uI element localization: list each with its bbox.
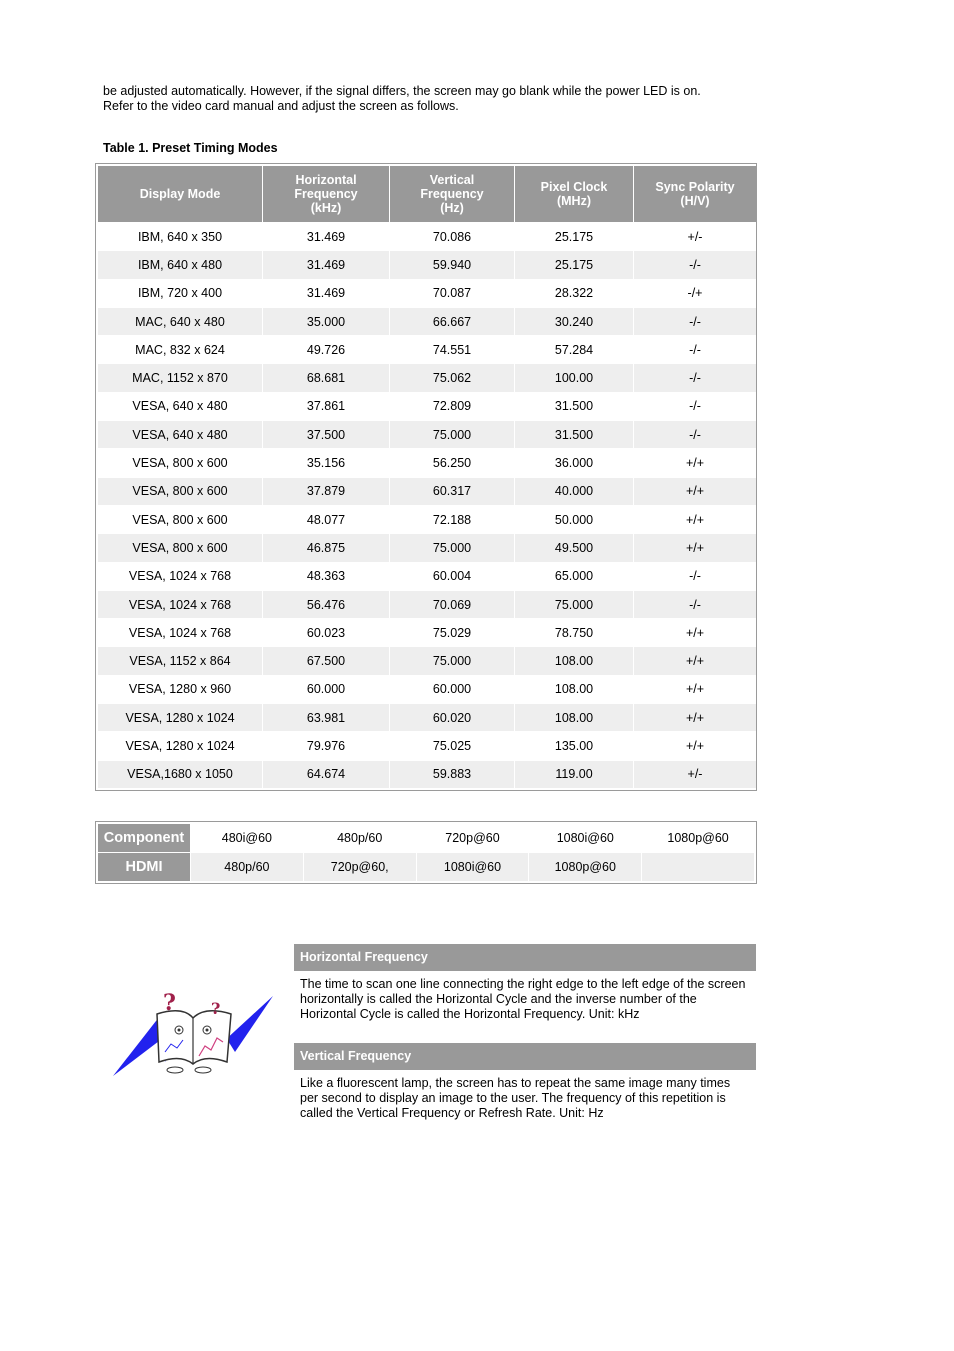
table-row (98, 534, 756, 561)
horizontal-frequency-definition (294, 944, 756, 1021)
intro-line-2: Refer to the video card manual and adjust the screen as follows. (103, 99, 459, 113)
table-cell: 60.000 (390, 676, 514, 703)
vertical-frequency-heading: Vertical Frequency (294, 1043, 756, 1070)
table-cell: 72.809 (390, 393, 514, 420)
table-cell: 37.879 (263, 478, 389, 505)
intro-line-1: be adjusted automatically. However, if the signal differs, the screen may go blank while the power LED is on. (103, 84, 701, 98)
timing-table-frame (95, 163, 757, 791)
table-cell: 36.000 (515, 449, 633, 476)
table-cell: 31.469 (263, 223, 389, 250)
signal-cell: 480p/60 (191, 853, 303, 881)
table-cell: 60.317 (390, 478, 514, 505)
signal-cell: 480i@60 (191, 824, 303, 852)
table-cell: 74.551 (390, 336, 514, 363)
table-cell: 75.062 (390, 364, 514, 391)
table-cell: 108.00 (515, 704, 633, 731)
component-label: Component (98, 824, 190, 852)
preset-timing-table (97, 165, 757, 789)
column-header-line: Pixel Clock (540, 180, 608, 194)
signal-support-table (97, 823, 755, 882)
table-cell: 67.500 (263, 647, 389, 674)
table-cell: 49.726 (263, 336, 389, 363)
table-cell: VESA, 1024 x 768 (98, 563, 262, 590)
table-cell: VESA, 800 x 600 (98, 478, 262, 505)
table-cell: 25.175 (515, 251, 633, 278)
column-header-line: Display Mode (139, 187, 221, 201)
column-header (515, 166, 633, 222)
table-cell: -/- (634, 251, 756, 278)
table-cell: +/+ (634, 676, 756, 703)
table-cell: 46.875 (263, 534, 389, 561)
table-row (98, 280, 756, 307)
table-cell: 59.883 (390, 761, 514, 788)
table-body (98, 223, 756, 788)
signal-cell: 1080p@60 (642, 824, 754, 852)
table-cell: +/+ (634, 647, 756, 674)
column-header-line: Horizontal (295, 173, 357, 187)
table-cell: +/+ (634, 619, 756, 646)
table-cell: -/+ (634, 280, 756, 307)
table-cell: +/- (634, 223, 756, 250)
table-cell: VESA, 800 x 600 (98, 534, 262, 561)
table-cell: 59.940 (390, 251, 514, 278)
table-row (98, 251, 756, 278)
vertical-frequency-definition (294, 1043, 756, 1120)
svg-text:?: ? (211, 999, 221, 1018)
table-cell: 60.020 (390, 704, 514, 731)
table-row (98, 619, 756, 646)
table-cell: 56.476 (263, 591, 389, 618)
table-cell: IBM, 640 x 480 (98, 251, 262, 278)
table-cell: 100.00 (515, 364, 633, 391)
table-cell: 75.029 (390, 619, 514, 646)
table-row (98, 223, 756, 250)
table-cell: 75.000 (390, 534, 514, 561)
table-cell: VESA, 800 x 600 (98, 449, 262, 476)
table-cell: 31.500 (515, 421, 633, 448)
table-cell: VESA, 1280 x 1024 (98, 732, 262, 759)
table-cell: +/+ (634, 478, 756, 505)
table-cell: 30.240 (515, 308, 633, 335)
table-cell: 49.500 (515, 534, 633, 561)
table-cell: +/+ (634, 449, 756, 476)
signal-cell (642, 853, 754, 881)
table-cell: 75.000 (390, 421, 514, 448)
table-cell: 37.861 (263, 393, 389, 420)
column-header-line: Frequency (420, 187, 484, 201)
table-row (98, 308, 756, 335)
table-cell: MAC, 1152 x 870 (98, 364, 262, 391)
table-cell: 135.00 (515, 732, 633, 759)
table-cell: -/- (634, 421, 756, 448)
column-header-line: (MHz) (556, 194, 591, 208)
table-cell: 50.000 (515, 506, 633, 533)
table-cell: VESA, 640 x 480 (98, 421, 262, 448)
signal-cell: 1080i@60 (417, 853, 529, 881)
table-cell: VESA, 640 x 480 (98, 393, 262, 420)
table-row (98, 364, 756, 391)
table-cell: -/- (634, 591, 756, 618)
column-header-line: (H/V) (680, 194, 710, 208)
table-cell: MAC, 640 x 480 (98, 308, 262, 335)
table-cell: 68.681 (263, 364, 389, 391)
table-cell: IBM, 720 x 400 (98, 280, 262, 307)
table-cell: 65.000 (515, 563, 633, 590)
hdmi-row (98, 853, 754, 881)
table-row (98, 478, 756, 505)
signal-cell: 480p/60 (304, 824, 416, 852)
table-cell: 40.000 (515, 478, 633, 505)
table-cell: VESA, 1024 x 768 (98, 591, 262, 618)
table-cell: 78.750 (515, 619, 633, 646)
table-cell: 75.000 (515, 591, 633, 618)
table-cell: VESA, 1152 x 864 (98, 647, 262, 674)
table-cell: -/- (634, 563, 756, 590)
table-cell: 57.284 (515, 336, 633, 363)
signal-cell: 720p@60, (304, 853, 416, 881)
table-cell: 79.976 (263, 732, 389, 759)
table-cell: 31.469 (263, 251, 389, 278)
table-cell: 48.077 (263, 506, 389, 533)
column-header (98, 166, 262, 222)
svg-text:?: ? (163, 992, 176, 1016)
hdmi-label: HDMI (98, 853, 190, 881)
table-cell: VESA, 1280 x 1024 (98, 704, 262, 731)
table-cell: 72.188 (390, 506, 514, 533)
column-header (634, 166, 756, 222)
table-row (98, 421, 756, 448)
table-row (98, 506, 756, 533)
table-cell: VESA, 800 x 600 (98, 506, 262, 533)
signal-table-frame (95, 821, 757, 884)
table-cell: 75.025 (390, 732, 514, 759)
signal-cell: 1080i@60 (529, 824, 641, 852)
table-cell: 25.175 (515, 223, 633, 250)
table-row (98, 449, 756, 476)
table-row (98, 647, 756, 674)
confused-book-icon (113, 992, 275, 1078)
table-cell: MAC, 832 x 624 (98, 336, 262, 363)
horizontal-frequency-text: The time to scan one line connecting the right edge to the left edge of the screen horizontally is called the Horizontal Cycle and the inverse number of the Horizontal Cycle is called the Horizontal Frequency. Unit: kHz (300, 977, 746, 1021)
table-cell: VESA, 1280 x 960 (98, 676, 262, 703)
table-row (98, 704, 756, 731)
column-header (390, 166, 514, 222)
table-cell: 75.000 (390, 647, 514, 674)
vertical-frequency-text: Like a fluorescent lamp, the screen has to repeat the same image many times per second to display an image to the user. The frequency of this repetition is called the Vertical Frequency or Refresh Rate. Unit: Hz (300, 1076, 731, 1120)
table-cell: -/- (634, 364, 756, 391)
table-cell: 35.000 (263, 308, 389, 335)
table-cell: 70.069 (390, 591, 514, 618)
table-cell: VESA, 1024 x 768 (98, 619, 262, 646)
table-row (98, 336, 756, 363)
table-cell: 108.00 (515, 647, 633, 674)
table-cell: 60.000 (263, 676, 389, 703)
timing-table-title: Table 1. Preset Timing Modes (103, 141, 278, 155)
column-header-line: (kHz) (310, 201, 342, 215)
table-cell: 48.363 (263, 563, 389, 590)
table-header-row (98, 166, 756, 222)
component-row (98, 824, 754, 852)
column-header-line: Frequency (294, 187, 358, 201)
table-cell: 28.322 (515, 280, 633, 307)
table-cell: -/- (634, 393, 756, 420)
table-row (98, 761, 756, 788)
table-cell: 63.981 (263, 704, 389, 731)
table-cell: 56.250 (390, 449, 514, 476)
table-row (98, 676, 756, 703)
table-cell: IBM, 640 x 350 (98, 223, 262, 250)
column-header (263, 166, 389, 222)
column-header-line: (Hz) (440, 201, 464, 215)
table-cell: VESA,1680 x 1050 (98, 761, 262, 788)
table-cell: +/+ (634, 506, 756, 533)
table-cell: -/- (634, 308, 756, 335)
table-cell: +/- (634, 761, 756, 788)
table-row (98, 732, 756, 759)
horizontal-frequency-heading: Horizontal Frequency (294, 944, 756, 971)
table-row (98, 563, 756, 590)
column-header-line: Vertical (429, 173, 475, 187)
table-cell: +/+ (634, 732, 756, 759)
table-cell: -/- (634, 336, 756, 363)
signal-cell: 1080p@60 (529, 853, 641, 881)
table-cell: 66.667 (390, 308, 514, 335)
table-cell: 37.500 (263, 421, 389, 448)
table-cell: 108.00 (515, 676, 633, 703)
table-cell: 31.500 (515, 393, 633, 420)
column-header-line: Sync Polarity (655, 180, 735, 194)
table-cell: 70.087 (390, 280, 514, 307)
signal-cell: 720p@60 (417, 824, 529, 852)
table-cell: +/+ (634, 704, 756, 731)
table-row (98, 591, 756, 618)
table-cell: 119.00 (515, 761, 633, 788)
table-cell: 35.156 (263, 449, 389, 476)
intro-text (103, 84, 763, 114)
table-cell: 64.674 (263, 761, 389, 788)
table-cell: 60.004 (390, 563, 514, 590)
table-cell: 31.469 (263, 280, 389, 307)
table-cell: +/+ (634, 534, 756, 561)
table-row (98, 393, 756, 420)
table-cell: 60.023 (263, 619, 389, 646)
table-cell: 70.086 (390, 223, 514, 250)
